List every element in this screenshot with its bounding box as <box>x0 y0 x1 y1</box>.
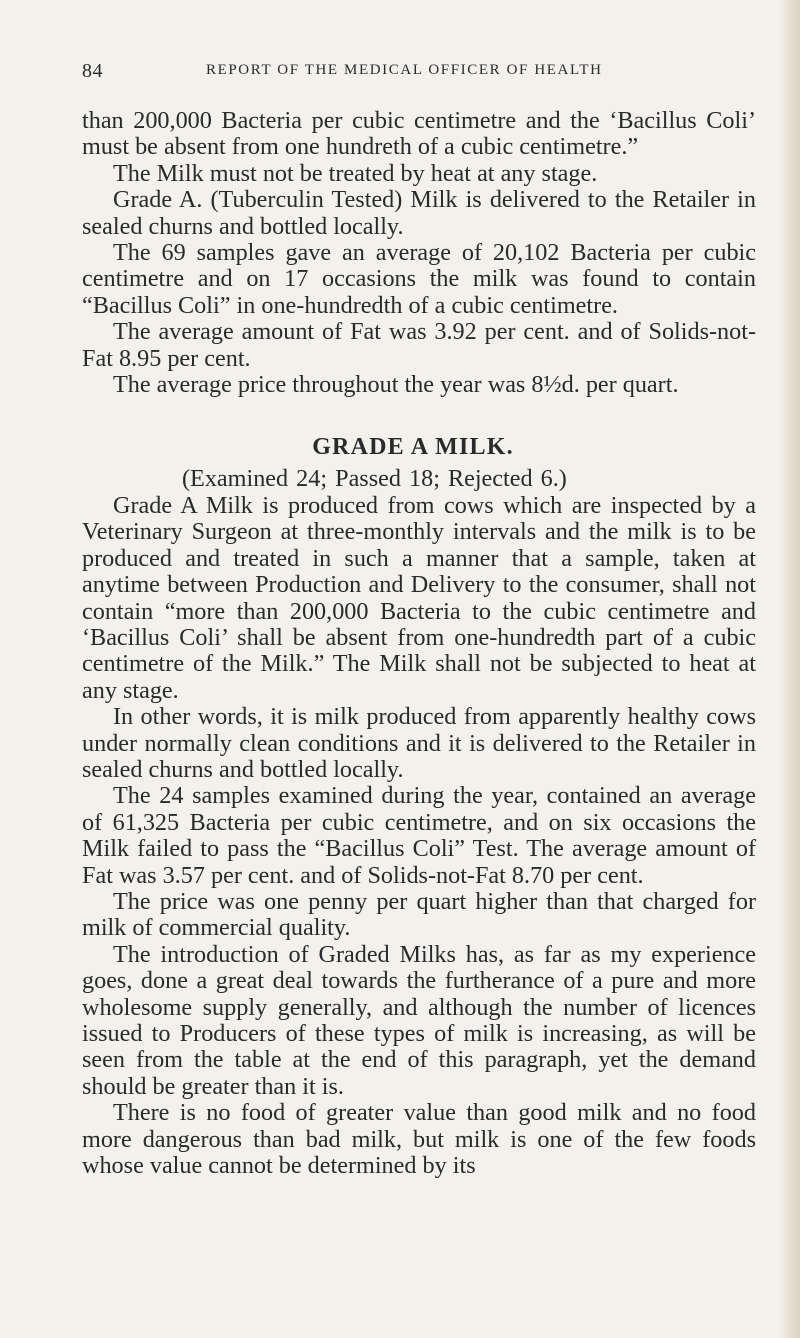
paragraph: Grade A. (Tuberculin Tested) Milk is delivered to the Retailer in sealed churns and bottled locally. <box>82 186 756 240</box>
paragraph: Grade A Milk is produced from cows which are inspected by a Veterinary Surgeon at three-monthly intervals and the milk is to be produced and treated in such a manner that a sample, taken at anytime between Production and Delivery to the consumer, shall not contain “more than 200,000 Bacteria to the cubic centimetre and ‘Bacillus Coli’ shall be absent from one-hundredth part of a cubic centimetre of the Milk.” The Milk shall not be subjected to heat at any stage. <box>82 491 756 704</box>
page-header <box>82 60 720 84</box>
paragraph: The average price throughout the year was 8½d. per quart. <box>113 371 679 399</box>
paragraph: The 69 samples gave an average of 20,102 Bacteria per cubic centimetre and on 17 occasions the milk was found to contain “Bacillus Coli” in one-hundredth of a cubic centimetre. <box>82 239 756 319</box>
paragraph: than 200,000 Bacteria per cubic centimetre and the ‘Bacillus Coli’ must be absent from one hundreth of a cubic centimetre.” <box>82 107 756 161</box>
paragraph: The introduction of Graded Milks has, as far as my experience goes, done a great deal towards the furtherance of a pure and more wholesome supply generally, and although the number of licences issued to Producers of these types of milk is increasing, as will be seen from the table at the end of this paragraph, yet the demand should be greater than it is. <box>82 940 756 1100</box>
paragraph: The Milk must not be treated by heat at any stage. <box>113 159 598 187</box>
page-edge-shadow <box>778 0 800 1338</box>
paragraph: The 24 samples examined during the year, contained an average of 61,325 Bacteria per cubic centimetre, and on six occasions the Milk failed to pass the “Bacillus Coli” Test. The average amount of Fat was 3.57 per cent. and of Solids-not-Fat 8.70 per cent. <box>82 782 756 889</box>
page-number: 84 <box>82 60 103 82</box>
section-heading: GRADE A MILK. <box>312 434 514 461</box>
running-title: REPORT OF THE MEDICAL OFFICER OF HEALTH <box>206 62 603 78</box>
section-subheading: (Examined 24; Passed 18; Rejected 6.) <box>182 465 567 493</box>
body-text <box>82 108 756 1179</box>
paragraph: There is no food of greater value than good milk and no food more dangerous than bad milk, but milk is one of the few foods whose value cannot be determined by its <box>82 1099 756 1180</box>
paragraph: The average amount of Fat was 3.92 per cent. and of Solids-not-Fat 8.95 per cent. <box>82 318 756 372</box>
paragraph: In other words, it is milk produced from apparently healthy cows under normally clean conditions and it is delivered to the Retailer in sealed churns and bottled locally. <box>82 703 756 783</box>
paragraph: The price was one penny per quart higher than that charged for milk of commercial quality. <box>82 887 756 942</box>
